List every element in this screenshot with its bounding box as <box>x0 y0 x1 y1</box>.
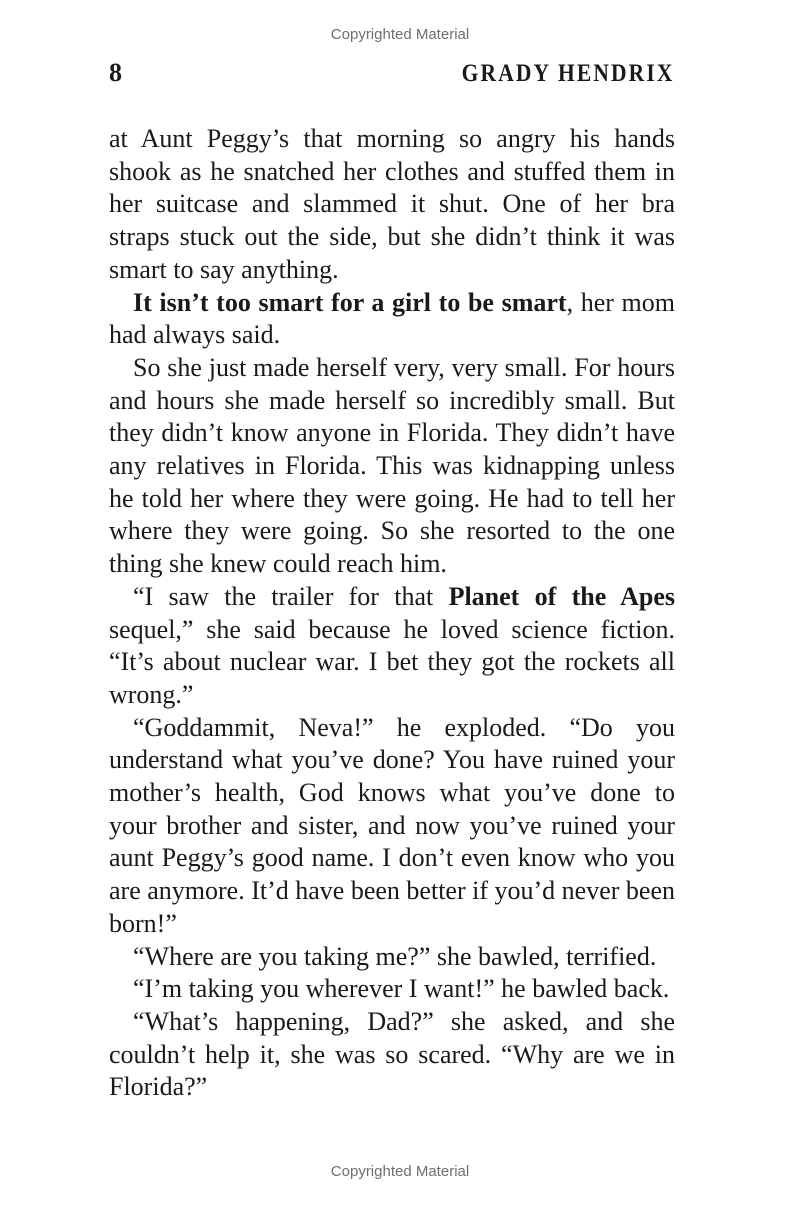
page-header <box>109 58 675 94</box>
paragraph-bold-title: Planet of the Apes <box>448 581 675 611</box>
paragraph-3 <box>109 352 675 581</box>
paragraph-text: at Aunt Peggy’s that morning so angry his hands shook as he snatched her clothes and stuffed them in her suitcase and slammed it shut. One of her bra straps stuck out the side, but she didn’t think it was smart to say anything. <box>109 124 675 284</box>
running-head-author: GRADY HENDRIX <box>462 60 675 87</box>
copyright-watermark-bottom: Copyrighted Material <box>330 1163 470 1180</box>
body-text <box>109 123 675 1104</box>
paragraph-text: So she just made herself very, very small. For hours and hours she made herself so incredibly small. But they didn’t know anyone in Florida. They didn’t have any relatives in Florida. This was kidnapping unless he told her where they were going. He had to tell her where they were going. So she resorted to the one thing she knew could reach him. <box>109 352 675 579</box>
paragraph-text: “I’m taking you wherever I want!” he bawled back. <box>133 974 670 1004</box>
paragraph-text-lead: “I saw the trailer for that <box>133 581 449 611</box>
paragraph-text: sequel,” she said because he loved science fiction. “It’s about nuclear war. I bet they got the rockets all wrong.” <box>109 614 675 709</box>
paragraph-7 <box>109 973 675 1006</box>
paragraph-text: , her mom had always said. <box>109 287 675 350</box>
paragraph-4 <box>109 581 675 712</box>
page-number: 8 <box>109 58 122 87</box>
paragraph-text: “Where are you taking me?” she bawled, terrified. <box>133 941 657 971</box>
paragraph-6 <box>109 941 675 974</box>
paragraph-8 <box>109 1006 675 1104</box>
paragraph-2 <box>109 287 675 352</box>
paragraph-text: “Goddammit, Neva!” he exploded. “Do you understand what you’ve done? You have ruined your mother’s health, God knows what you’ve done to your brother and sister, and now you’ve ruined your aunt Peggy’s good name. I don’t even know who you are anymore. It’d have been better if you’d never been born!” <box>109 712 675 938</box>
paragraph-1 <box>109 123 675 287</box>
paragraph-text: “What’s happening, Dad?” she asked, and she couldn’t help it, she was so scared. “Why are we in Florida?” <box>109 1006 675 1102</box>
paragraph-bold-phrase: It isn’t too smart for a girl to be smart <box>133 287 567 317</box>
copyright-watermark-top: Copyrighted Material <box>330 26 470 43</box>
paragraph-5 <box>109 712 675 941</box>
